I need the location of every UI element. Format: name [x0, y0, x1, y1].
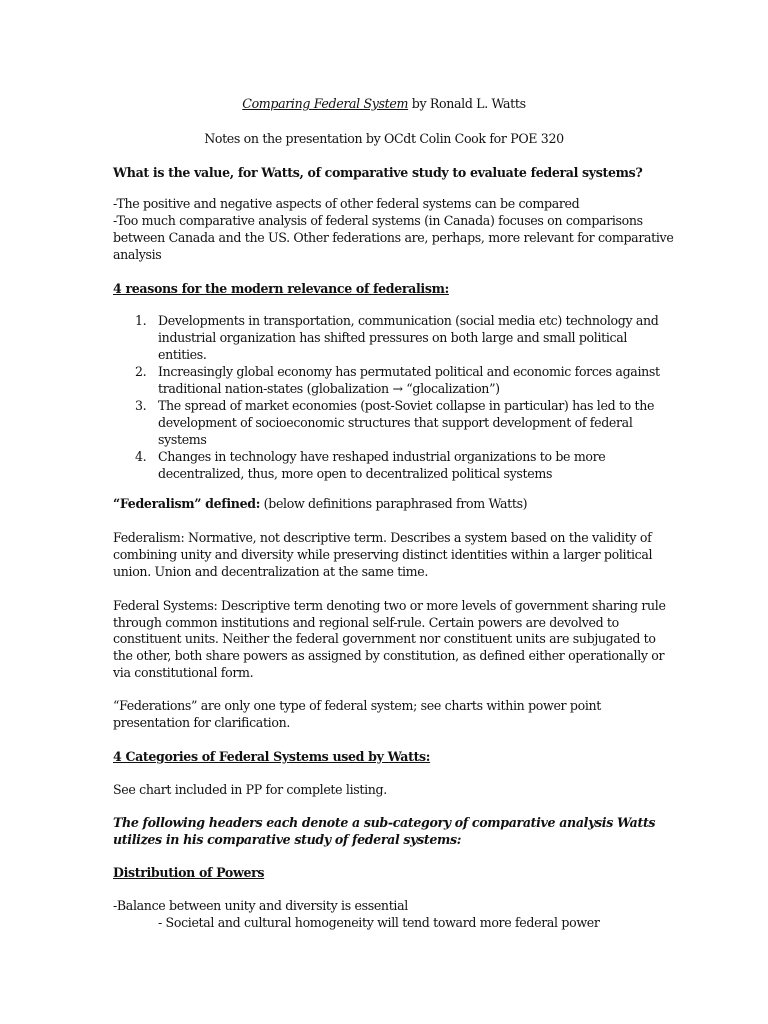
paragraph-line: union. Union and decentralization at the same time. [113, 564, 428, 579]
paragraph-line: -Balance between unity and diversity is essential [113, 898, 408, 913]
paragraph-line: the other, both share powers as assigned by constitution, as defined either operationally or [113, 648, 665, 663]
chart-note: See chart included in PP for complete listing. [113, 782, 387, 797]
list-item-text: Developments in transportation, communication (social media etc) technology and [158, 313, 659, 328]
paragraph-line: between Canada and the US. Other federations are, perhaps, more relevant for comparative [113, 230, 674, 245]
federalism-defined-note: (below definitions paraphrased from Watts) [260, 496, 528, 511]
federalism-defined-label: “Federalism” defined: [113, 496, 261, 511]
paragraph-line: “Federations” are only one type of federal system; see charts within power point [113, 698, 601, 713]
list-item [135, 397, 660, 448]
title-author: by Ronald L. Watts [408, 96, 526, 111]
list-number: 4. [135, 449, 147, 464]
paragraph-line: presentation for clarification. [113, 715, 291, 730]
paragraph-line: via constitutional form. [113, 665, 254, 680]
list-item [135, 363, 660, 397]
document-title [0, 95, 768, 112]
list-item [135, 448, 660, 482]
headers-note: utilizes in his comparative study of federal systems: [113, 832, 462, 847]
book-title: Comparing Federal System [242, 96, 409, 111]
question-heading: What is the value, for Watts, of comparative study to evaluate federal systems? [113, 165, 643, 180]
paragraph-line: - Societal and cultural homogeneity will tend toward more federal power [158, 915, 600, 930]
reasons-heading: 4 reasons for the modern relevance of federalism: [113, 281, 449, 296]
list-item-text: entities. [158, 347, 207, 362]
list-item-text: development of socioeconomic structures that support development of federal [158, 415, 633, 430]
list-item-text: Changes in technology have reshaped industrial organizations to be more [158, 449, 606, 464]
paragraph-line: constituent units. Neither the federal government nor constituent units are subjugated to [113, 631, 656, 646]
categories-heading: 4 Categories of Federal Systems used by Watts: [113, 749, 431, 764]
federalism-defined-heading [113, 495, 527, 512]
reasons-list [135, 312, 660, 482]
paragraph-line: -The positive and negative aspects of other federal systems can be compared [113, 196, 580, 211]
paragraph-line: analysis [113, 247, 162, 262]
list-item-text: decentralized, thus, more open to decentralized political systems [158, 466, 553, 481]
paragraph-line: Federal Systems: Descriptive term denoting two or more levels of government sharing rule [113, 598, 666, 613]
paragraph-line: through common institutions and regional self-rule. Certain powers are devolved to [113, 615, 619, 630]
document-subtitle: Notes on the presentation by OCdt Colin Cook for POE 320 [204, 131, 564, 146]
list-number: 1. [135, 313, 147, 328]
paragraph-line: -Too much comparative analysis of federal systems (in Canada) focuses on comparisons [113, 213, 643, 228]
list-number: 2. [135, 364, 147, 379]
list-item-text: industrial organization has shifted pressures on both large and small political [158, 330, 628, 345]
list-item-text: traditional nation-states (globalization → “glocalization”) [158, 381, 500, 396]
headers-note: The following headers each denote a sub-category of comparative analysis Watts [113, 815, 656, 830]
list-item-text: The spread of market economies (post-Soviet collapse in particular) has led to the [158, 398, 655, 413]
list-item [135, 312, 660, 363]
paragraph-line: Federalism: Normative, not descriptive term. Describes a system based on the validity of [113, 530, 652, 545]
list-item-text: systems [158, 432, 207, 447]
list-item-text: Increasingly global economy has permutated political and economic forces against [158, 364, 660, 379]
list-number: 3. [135, 398, 147, 413]
distribution-heading: Distribution of Powers [113, 865, 265, 880]
paragraph-line: combining unity and diversity while preserving distinct identities within a larger political [113, 547, 653, 562]
